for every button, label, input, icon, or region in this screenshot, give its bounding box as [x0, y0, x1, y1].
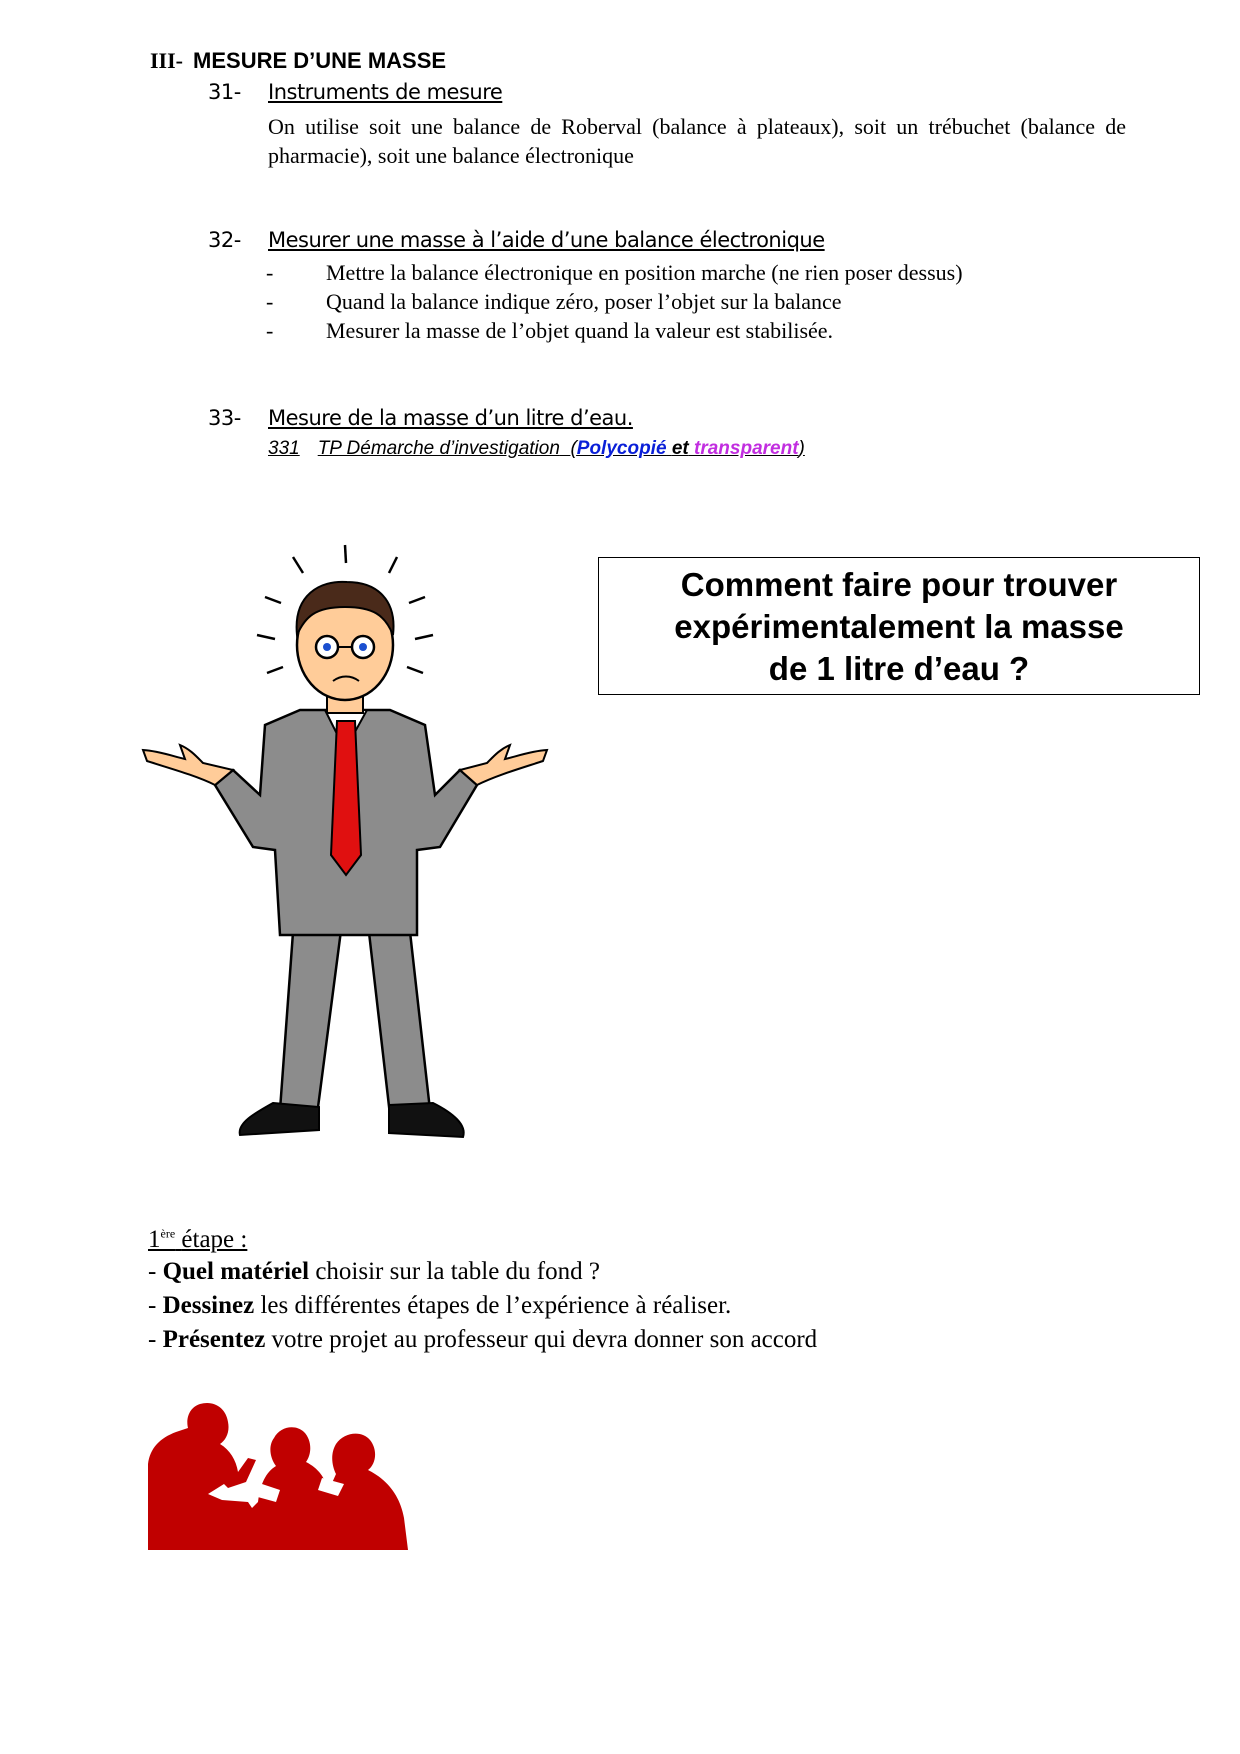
subsection-31-title: Instruments de mesure — [268, 80, 503, 104]
bullet-item: - Mettre la balance électronique en position marche (ne rien poser dessus) — [266, 260, 963, 285]
subsection-331-title: TP Démarche d’investigation — [317, 438, 560, 459]
step-item: - Présentez votre projet au professeur qui devra donner son accord — [148, 1326, 818, 1353]
question-box — [598, 557, 1200, 695]
subsection-31-number: 31- — [208, 80, 241, 104]
confused-man-illustration — [105, 535, 585, 1225]
bullet-item: - Quand la balance indique zéro, poser l’objet sur la balance — [266, 289, 842, 314]
step-item: - Quel matériel choisir sur la table du fond ? — [148, 1258, 600, 1285]
subsection-32-heading — [208, 228, 825, 252]
subsection-32-number: 32- — [208, 228, 241, 252]
transparent-label: transparent — [694, 438, 799, 459]
question-line: de 1 litre d’eau ? — [768, 650, 1030, 687]
question-line: expérimentalement la masse — [674, 608, 1124, 645]
section-title: MESURE D’UNE MASSE — [193, 48, 447, 73]
polycopie-label: Polycopié — [576, 438, 667, 459]
section-heading — [150, 48, 446, 74]
subsection-31-paragraph: On utilise soit une balance de Roberval (balance à plateaux), soit un trébuchet (balance de pharmacie), soit une balance électronique — [268, 114, 1126, 168]
meeting-silhouette-illustration — [148, 1398, 408, 1550]
subsection-331-line: 331 TP Démarche d’investigation (Polycopié et transparent) — [268, 438, 805, 459]
subsection-33-title: Mesure de la masse d’un litre d’eau. — [268, 406, 633, 430]
step-heading: 1ère étape : — [148, 1226, 248, 1253]
subsection-32-title: Mesurer une masse à l’aide d’une balance électronique — [268, 228, 825, 252]
section-number: III- — [150, 48, 184, 73]
bullet-item: - Mesurer la masse de l’objet quand la valeur est stabilisée. — [266, 318, 834, 343]
subsection-31-heading — [208, 80, 502, 104]
subsection-33-heading — [208, 406, 633, 430]
step-item: - Dessinez les différentes étapes de l’expérience à réaliser. — [148, 1292, 732, 1319]
question-line: Comment faire pour trouver — [680, 566, 1118, 603]
subsection-33-number: 33- — [208, 406, 241, 430]
